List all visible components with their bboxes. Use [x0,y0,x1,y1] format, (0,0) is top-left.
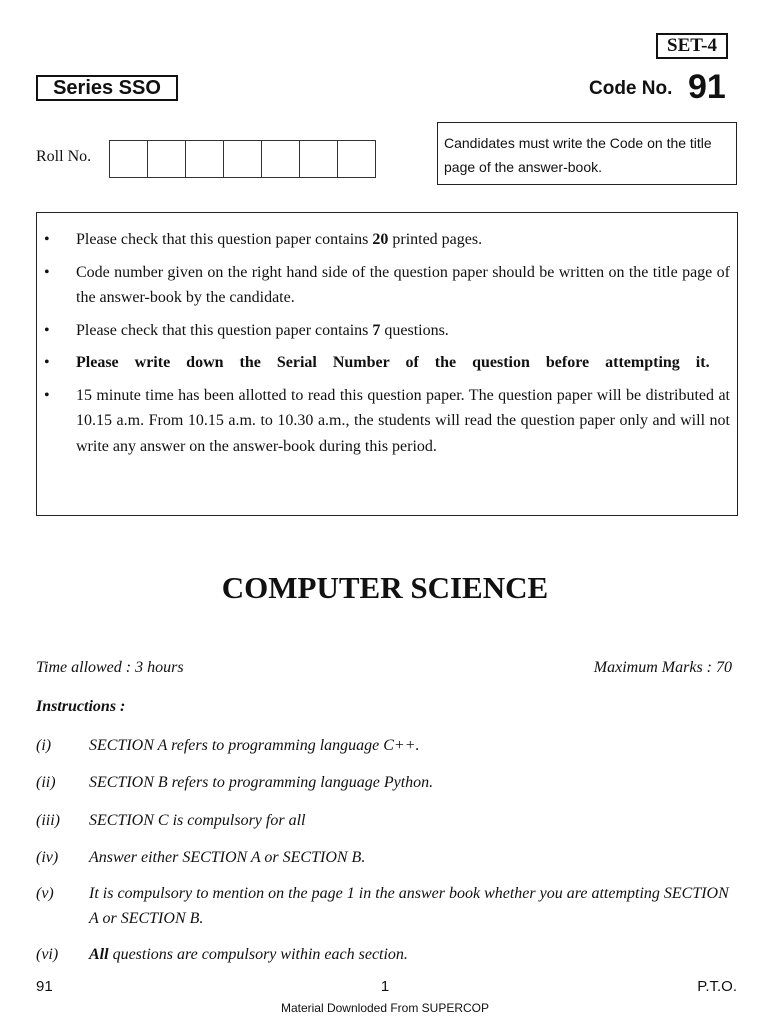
check-instruction-item [42,260,730,311]
code-label: Code No. [589,78,673,99]
check-instruction-item [42,383,730,460]
instruction-text: All questions are compulsory within each section. [89,946,408,963]
time-allowed: Time allowed : 3 hours [36,659,184,676]
check-instructions-box [36,212,738,516]
roll-number-label: Roll No. [36,148,92,165]
instruction-text: Answer either SECTION A or SECTION B. [89,849,366,866]
check-instruction-text: Please check that this question paper contains 7 questions. [76,321,449,339]
instruction-text: SECTION B refers to programming language Python. [89,774,434,791]
instruction-item [36,845,736,870]
roll-number-box[interactable] [147,140,186,178]
instruction-number: (iv) [36,849,59,866]
footer-note: Material Downloded From SUPERCOP [280,1001,490,1015]
bullet-icon: • [44,386,50,404]
page-number: 1 [380,978,390,995]
roll-number-box[interactable] [185,140,224,178]
instruction-item [36,808,736,833]
code-value: 91 [688,68,726,106]
pto-label: P.T.O. [697,978,737,995]
check-instruction-text: 15 minute time has been allotted to read this question paper. The question paper will be distributed at 10.15 a.m. From 10.15 a.m. to 10.30 a.m., the students will read the question paper only and will not write any answer on the answer-book during this period. [76,386,730,455]
instruction-number: (vi) [36,946,59,963]
check-instruction-text: Please write down the Serial Number of the question before attempting it. [76,354,710,371]
roll-number-box[interactable] [223,140,262,178]
check-instruction-item [42,227,730,253]
instruction-text: It is compulsory to mention on the page 1 in the answer book whether you are attempting SECTION A or SECTION B. [89,885,729,927]
instruction-item [36,733,736,758]
subject-title: COMPUTER SCIENCE [221,570,549,605]
check-instruction-text: Code number given on the right hand side of the question paper should be written on the title page of the answer-book by the candidate. [76,263,730,306]
instruction-text: SECTION A refers to programming language C++. [89,737,420,754]
code-note-box: Candidates must write the Code on the title page of the answer-book. [437,122,737,185]
instruction-item [36,881,736,931]
instruction-number: (iii) [36,812,60,829]
set-label: SET-4 [656,33,728,59]
footer-code: 91 [36,978,53,995]
roll-number-box[interactable] [109,140,148,178]
check-instruction-item [42,318,730,344]
instruction-number: (i) [36,737,52,754]
roll-number-box[interactable] [337,140,376,178]
maximum-marks: Maximum Marks : 70 [593,659,732,676]
bullet-icon: • [44,263,50,281]
instruction-number: (ii) [36,774,56,791]
roll-number-box[interactable] [261,140,300,178]
roll-number-boxes [110,140,376,178]
instructions-heading: Instructions : [36,698,126,715]
series-label: Series SSO [36,75,178,101]
bullet-icon: • [44,321,50,339]
check-instruction-item [42,350,730,376]
instruction-item [36,770,736,795]
roll-number-box[interactable] [299,140,338,178]
check-instruction-text: Please check that this question paper contains 20 printed pages. [76,231,483,248]
instruction-item [36,942,736,967]
bullet-icon: • [44,354,50,371]
bullet-icon: • [44,231,50,248]
instruction-number: (v) [36,885,54,902]
instruction-text: SECTION C is compulsory for all [89,812,306,829]
